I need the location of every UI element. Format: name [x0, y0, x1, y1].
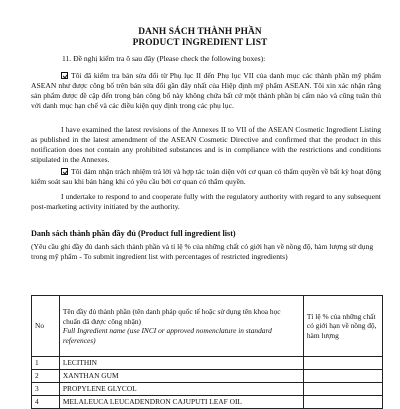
ingredient-table: [31, 295, 383, 409]
header-no: No: [32, 296, 60, 357]
table-row: [32, 357, 383, 370]
row-percentage: [303, 357, 382, 370]
item-11-instruction: 11. Đề nghị kiểm tra ô sau đây (Please check the following boxes):: [62, 54, 266, 63]
row-ingredient-name: XANTHAN GUM: [59, 370, 303, 383]
ingredient-table-header: [32, 296, 383, 357]
table-row: [32, 383, 383, 396]
row-no: 2: [32, 370, 60, 383]
row-ingredient-name: MELALEUCA LEUCADENDRON CAJUPUTI LEAF OIL: [59, 396, 303, 409]
header-ingredient-name: [59, 296, 303, 357]
declaration-2-en-text: I undertake to respond to and cooperate fully with the regulatory authority with regard to any subsequent post-marketing activity initiated by the authority.: [31, 192, 381, 211]
header-ingredient-name-en: Full Ingredient name (use INCI or approved nomenclature in standard references): [62, 326, 272, 345]
declaration-1-en: [31, 125, 381, 165]
ingredient-section-title: Danh sách thành phần đầy đủ (Product full ingredient list): [31, 229, 236, 238]
document-title-vi: DANH SÁCH THÀNH PHẦN: [138, 27, 262, 37]
declaration-1-vi-text: Tôi đã kiểm tra bản sửa đổi từ Phụ lục II đến Phụ lục VII của danh mục các thành phần mỹ phẩm ASEAN như được công bố trên bản sửa đổi gần đây nhất của Hiệp định mỹ phẩm ASEAN. Tôi xin xác nhận rằng sản phẩm được đề cập đến trong bản công bố này không chứa bất cứ một thành phần bị cấm nào và cũng tuân thủ với danh mục hạn chế và các điều kiện quy định trong các phụ lục.: [31, 71, 381, 110]
declaration-2-vi-text: Tôi đảm nhận trách nhiệm trả lời và hợp tác toàn diện với cơ quan có thẩm quyền về bất kỳ hoạt động kiểm soát sau khi bán hàng khi có yêu cầu bởi cơ quan có thẩm quyền.: [31, 167, 381, 186]
declaration-2-vi: [31, 167, 381, 187]
row-no: 3: [32, 383, 60, 396]
row-percentage: [303, 396, 382, 409]
row-no: 1: [32, 357, 60, 370]
row-percentage: [303, 383, 382, 396]
declaration-2-en: [31, 192, 381, 212]
checkbox-checked-icon[interactable]: [61, 72, 68, 79]
declaration-1-vi: [31, 71, 381, 111]
row-ingredient-name: LECITHIN: [59, 357, 303, 370]
header-restricted-percentage: Tỉ lệ % của những chất có giới hạn về nồng độ, hàm lượng: [303, 296, 382, 357]
row-no: 4: [32, 396, 60, 409]
declaration-1-en-text: I have examined the latest revisions of the Annexes II to VII of the ASEAN Cosmetic Ingredient Listing as published in the latest amendment of the ASEAN Cosmetic Directive and confirmed that the product in this notification does not contain any prohibited substances and is in compliance with the restrictions and conditions stipulated in the Annexes.: [31, 125, 381, 164]
row-percentage: [303, 370, 382, 383]
table-row: [32, 396, 383, 409]
header-ingredient-name-vi: Tên đầy đủ thành phần (tên danh pháp quốc tế hoặc sử dụng tên khoa học chuẩn đã được công nhận): [62, 307, 281, 326]
table-row: [32, 370, 383, 383]
document-title-en: PRODUCT INGREDIENT LIST: [132, 38, 268, 48]
row-ingredient-name: PROPYLENE GLYCOL: [59, 383, 303, 396]
checkbox-checked-icon[interactable]: [61, 168, 68, 175]
ingredient-section-description: (Yêu cầu ghi đầy đủ danh sách thành phần và tỉ lệ % của những chất có giới hạn về nồng độ, hàm lượng sử dụng trong mỹ phẩm - To submit ingredient list with percentages of restricted ingredients): [31, 242, 374, 261]
